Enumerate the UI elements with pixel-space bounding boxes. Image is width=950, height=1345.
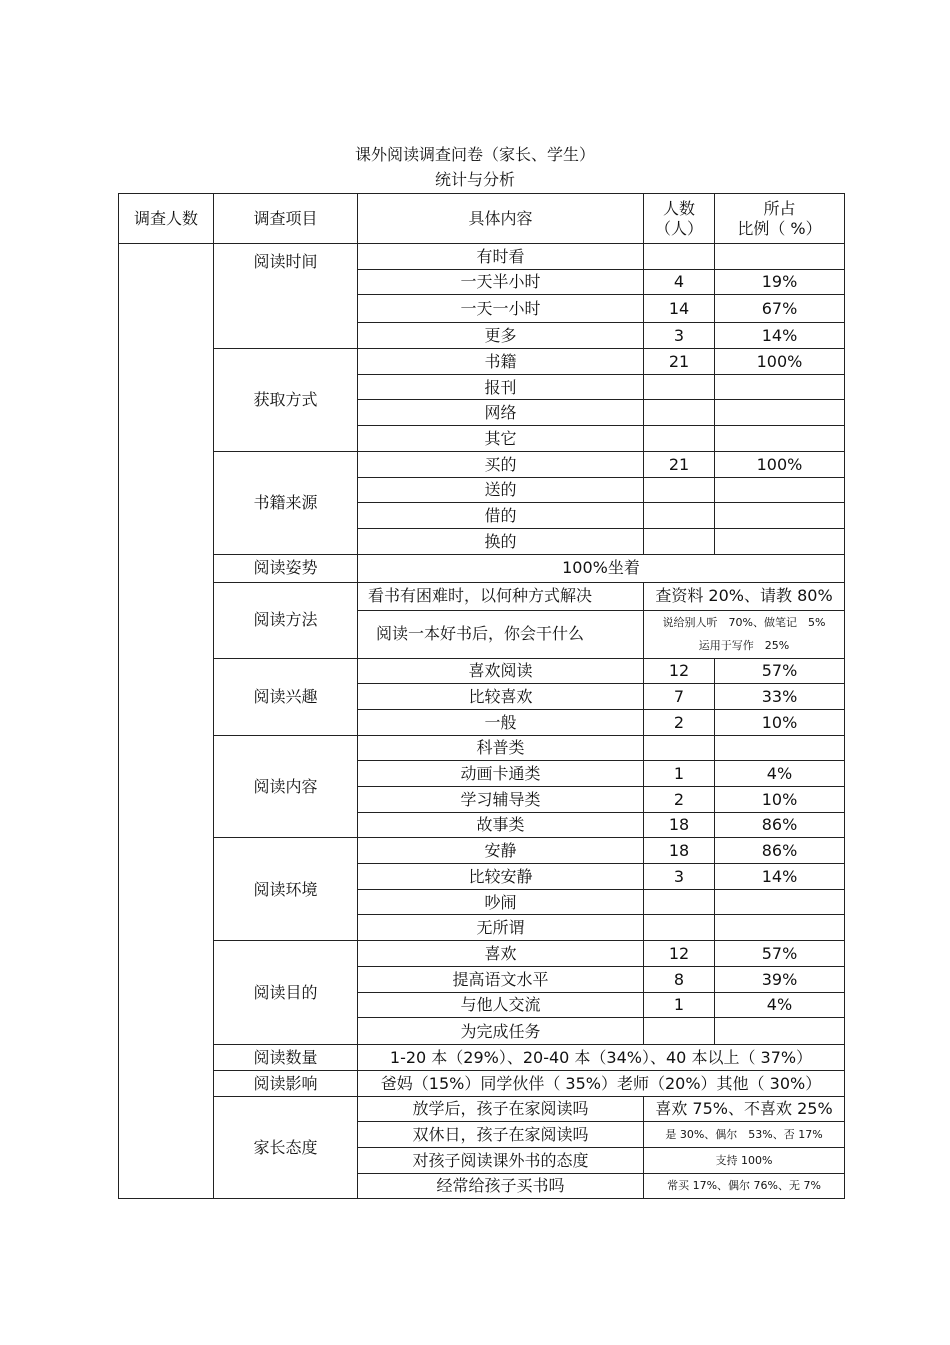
ratio-cell: 57% [715, 658, 845, 684]
people-cell [644, 1018, 715, 1045]
people-cell [644, 244, 715, 270]
table-row [119, 735, 845, 761]
content-cell: 更多 [358, 323, 644, 349]
method-answer-2-line2: 运用于写作 25% [698, 639, 790, 653]
ratio-cell [715, 477, 845, 503]
section-label-source: 书籍来源 [214, 451, 358, 554]
parent-question: 放学后，孩子在家阅读吗 [358, 1096, 644, 1122]
parent-question: 对孩子阅读课外书的态度 [358, 1147, 644, 1173]
section-label-influence: 阅读影响 [214, 1070, 358, 1096]
table-row [119, 349, 845, 375]
section-label-parent: 家长态度 [214, 1096, 358, 1199]
header-ratio [715, 194, 845, 244]
ratio-cell [715, 915, 845, 941]
content-cell: 有时看 [358, 244, 644, 270]
header-ratio-line2: 比例（ %） [737, 218, 822, 238]
people-cell: 18 [644, 812, 715, 838]
ratio-cell: 100% [715, 451, 845, 477]
parent-answer: 喜欢 75%、不喜欢 25% [644, 1096, 845, 1122]
content-cell: 比较喜欢 [358, 684, 644, 710]
people-cell [644, 374, 715, 400]
table-row [119, 1070, 845, 1096]
people-cell: 2 [644, 787, 715, 813]
content-cell: 安静 [358, 838, 644, 864]
header-count: 调查人数 [119, 194, 214, 244]
ratio-cell: 10% [715, 787, 845, 813]
parent-question: 经常给孩子买书吗 [358, 1173, 644, 1199]
table-row [119, 451, 845, 477]
ratio-cell: 4% [715, 761, 845, 787]
table-row [119, 838, 845, 864]
page-subtitle: 统计与分析 [434, 170, 515, 189]
ratio-cell: 39% [715, 966, 845, 992]
content-cell: 网络 [358, 400, 644, 426]
method-answer-2 [644, 610, 845, 658]
ratio-cell [715, 1018, 845, 1045]
section-label-interest: 阅读兴趣 [214, 658, 358, 735]
survey-count-cell [119, 244, 214, 1199]
section-label-environment: 阅读环境 [214, 838, 358, 941]
people-cell: 14 [644, 295, 715, 323]
method-answer-2-line1: 说给别人听 70%、做笔记 5% [662, 616, 826, 630]
people-cell: 21 [644, 451, 715, 477]
content-cell: 书籍 [358, 349, 644, 375]
content-cell: 报刊 [358, 374, 644, 400]
ratio-cell: 86% [715, 812, 845, 838]
method-question-1: 看书有困难时，以何种方式解决 [358, 582, 644, 610]
section-label-method: 阅读方法 [214, 582, 358, 658]
content-cell: 一般 [358, 709, 644, 735]
ratio-cell: 14% [715, 323, 845, 349]
people-cell: 21 [644, 349, 715, 375]
content-cell: 买的 [358, 451, 644, 477]
quantity-value: 1-20 本（29%）、20-40 本（34%）、40 本以上（ 37%） [358, 1045, 845, 1071]
people-cell [644, 889, 715, 915]
table-row [119, 1045, 845, 1071]
content-cell: 喜欢阅读 [358, 658, 644, 684]
content-cell: 一天半小时 [358, 269, 644, 295]
ratio-cell [715, 374, 845, 400]
content-cell: 无所谓 [358, 915, 644, 941]
section-label-access: 获取方式 [214, 349, 358, 452]
section-label-genre: 阅读内容 [214, 735, 358, 838]
ratio-cell [715, 400, 845, 426]
content-cell: 其它 [358, 426, 644, 452]
table-row [119, 941, 845, 967]
posture-value: 100%坐着 [358, 554, 845, 582]
header-row [119, 194, 845, 244]
people-cell [644, 426, 715, 452]
header-people-line2: （人） [654, 218, 703, 238]
ratio-cell [715, 426, 845, 452]
people-cell [644, 400, 715, 426]
people-cell: 8 [644, 966, 715, 992]
people-cell: 4 [644, 269, 715, 295]
content-cell: 与他人交流 [358, 992, 644, 1018]
parent-answer: 是 30%、偶尔 53%、否 17% [644, 1122, 845, 1148]
method-question-2: 阅读一本好书后，你会干什么 [358, 610, 644, 658]
content-cell: 吵闹 [358, 889, 644, 915]
content-cell: 为完成任务 [358, 1018, 644, 1045]
method-answer-1: 查资料 20%、请教 80% [644, 582, 845, 610]
ratio-cell: 33% [715, 684, 845, 710]
table-row [119, 1096, 845, 1122]
header-people [644, 194, 715, 244]
ratio-cell: 4% [715, 992, 845, 1018]
header-people-line1: 人数 [662, 199, 695, 219]
people-cell [644, 528, 715, 554]
content-cell: 喜欢 [358, 941, 644, 967]
ratio-cell [715, 528, 845, 554]
header-ratio-line1: 所占 [763, 199, 796, 219]
people-cell: 18 [644, 838, 715, 864]
people-cell: 2 [644, 709, 715, 735]
content-cell: 送的 [358, 477, 644, 503]
section-label-purpose: 阅读目的 [214, 941, 358, 1045]
page-title: 课外阅读调查问卷（家长、学生） [354, 145, 595, 164]
ratio-cell [715, 503, 845, 529]
header-content: 具体内容 [358, 194, 644, 244]
parent-answer: 支持 100% [644, 1147, 845, 1173]
content-cell: 换的 [358, 528, 644, 554]
people-cell: 3 [644, 864, 715, 890]
people-cell: 7 [644, 684, 715, 710]
content-cell: 比较安静 [358, 864, 644, 890]
ratio-cell [715, 889, 845, 915]
ratio-cell: 67% [715, 295, 845, 323]
header-item: 调查项目 [214, 194, 358, 244]
content-cell: 一天一小时 [358, 295, 644, 323]
ratio-cell: 14% [715, 864, 845, 890]
people-cell [644, 915, 715, 941]
influence-value: 爸妈（15%）同学伙伴（ 35%）老师（20%）其他（ 30%） [358, 1070, 845, 1096]
people-cell [644, 477, 715, 503]
people-cell: 1 [644, 761, 715, 787]
ratio-cell: 57% [715, 941, 845, 967]
parent-question: 双休日，孩子在家阅读吗 [358, 1122, 644, 1148]
section-label-quantity: 阅读数量 [214, 1045, 358, 1071]
section-label-time: 阅读时间 [214, 244, 358, 349]
people-cell: 1 [644, 992, 715, 1018]
ratio-cell [715, 735, 845, 761]
people-cell: 12 [644, 658, 715, 684]
ratio-cell: 10% [715, 709, 845, 735]
content-cell: 借的 [358, 503, 644, 529]
ratio-cell: 19% [715, 269, 845, 295]
content-cell: 故事类 [358, 812, 644, 838]
content-cell: 学习辅导类 [358, 787, 644, 813]
content-cell: 提高语文水平 [358, 966, 644, 992]
content-cell: 科普类 [358, 735, 644, 761]
table-row [119, 658, 845, 684]
table-row [119, 582, 845, 610]
people-cell: 3 [644, 323, 715, 349]
ratio-cell [715, 244, 845, 270]
people-cell [644, 735, 715, 761]
section-label-posture: 阅读姿势 [214, 554, 358, 582]
table-row [119, 244, 845, 270]
survey-table [118, 193, 845, 1199]
parent-answer: 常买 17%、偶尔 76%、无 7% [644, 1173, 845, 1199]
content-cell: 动画卡通类 [358, 761, 644, 787]
table-row [119, 554, 845, 582]
people-cell: 12 [644, 941, 715, 967]
ratio-cell: 86% [715, 838, 845, 864]
ratio-cell: 100% [715, 349, 845, 375]
people-cell [644, 503, 715, 529]
